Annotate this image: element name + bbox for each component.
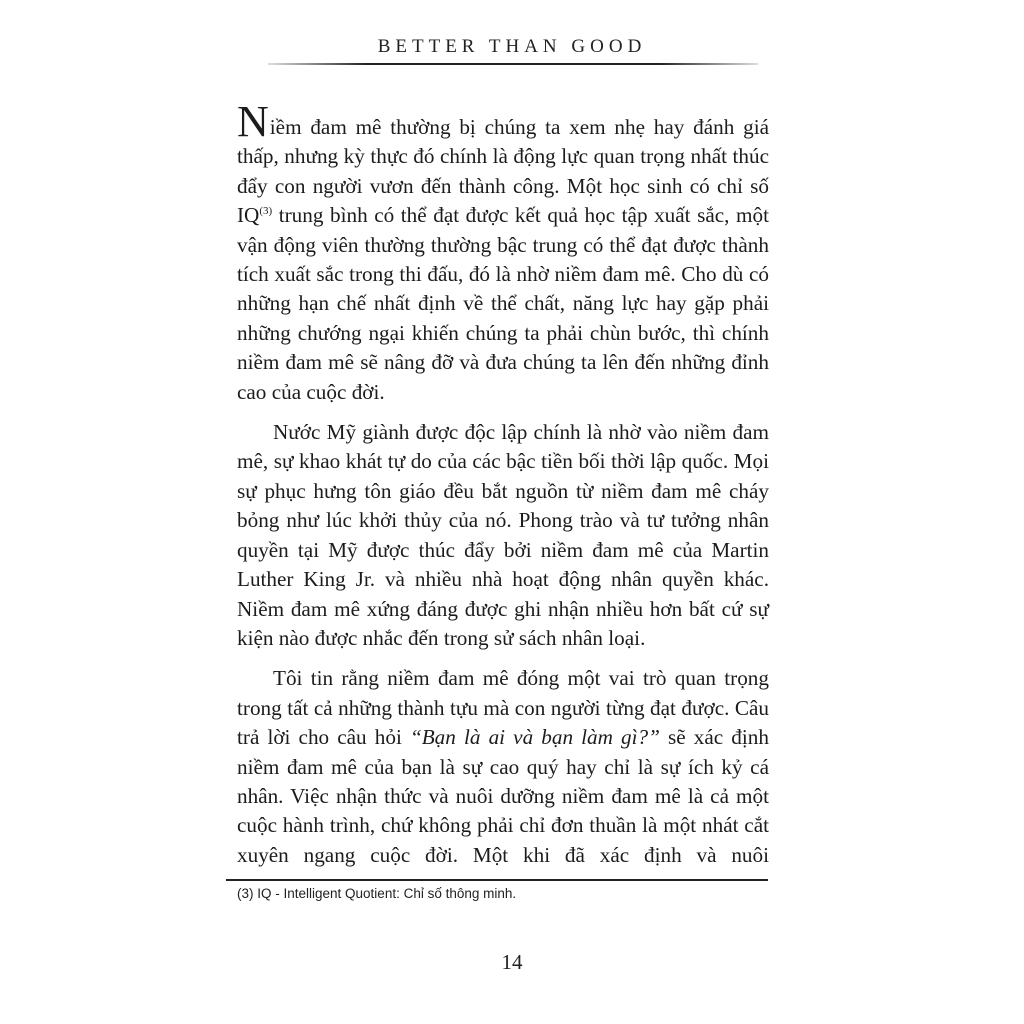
drop-cap: N: [237, 97, 269, 146]
paragraph-3-text-a: Tôi tin rằng niềm đam mê đóng một vai trò quan trọng trong tất cả những thành tựu mà con người từng đạt được. Câu trả lời cho câu hỏi: [237, 666, 769, 750]
paragraph-1-text-a: iềm đam mê thường bị chúng ta xem nhẹ hay đánh giá thấp, nhưng kỳ thực đó chính là động lực quan trọng nhất thúc đẩy con người vươn đến thành công. Một học sinh có chỉ số IQ: [237, 115, 769, 228]
header-divider: [268, 63, 758, 65]
paragraph-2: Nước Mỹ giành được độc lập chính là nhờ vào niềm đam mê, sự khao khát tự do của các bậc tiền bối thời lập quốc. Mọi sự phục hưng tôn giáo đều bắt nguồn từ niềm đam mê cháy bỏng như lúc khởi thủy của nó. Phong trào và tư tưởng nhân quyền tại Mỹ được thúc đẩy bởi niềm đam mê của Martin Luther King Jr. và nhiều nhà hoạt động nhân quyền khác. Niềm đam mê xứng đáng được ghi nhận nhiều hơn bất cứ sự kiện nào được nhắc đến trong sử sách nhân loại.: [237, 420, 769, 650]
paragraph-1-text-b: trung bình có thể đạt được kết quả học tập xuất sắc, một vận động viên thường thường bậc trung có thể đạt được thành tích xuất sắc trong thi đấu, đó là nhờ niềm đam mê. Cho dù có những hạn chế nhất định về thể chất, năng lực hay gặp phải những chướng ngại khiến chúng ta phải chùn bước, thì chính niềm đam mê sẽ nâng đỡ và đưa chúng ta lên đến những đỉnh cao của cuộc đời.: [237, 203, 769, 404]
italic-quote: “Bạn là ai và bạn làm gì?”: [409, 725, 660, 750]
footnote: (3) IQ - Intelligent Quotient: Chỉ số thông minh.: [237, 886, 517, 901]
footnote-divider: [226, 879, 768, 881]
paragraph-1: [237, 97, 769, 407]
page-number: 14: [501, 950, 523, 974]
paragraph-3-text-b: sẽ xác định niềm đam mê của bạn là sự cao quý hay chỉ là sự ích kỷ cá nhân. Việc nhận thức và nuôi dưỡng niềm đam mê là cả một cuộc hành trình, chứ không phải chỉ đơn thuần là một nhát cắt xuyên ngang cuộc đời. Một khi đã xác định và nuôi: [237, 725, 769, 867]
running-head: BETTER THAN GOOD: [377, 36, 647, 57]
footnote-marker: (3): [259, 205, 273, 218]
body-text: [237, 97, 769, 870]
paragraph-3: [237, 664, 769, 870]
